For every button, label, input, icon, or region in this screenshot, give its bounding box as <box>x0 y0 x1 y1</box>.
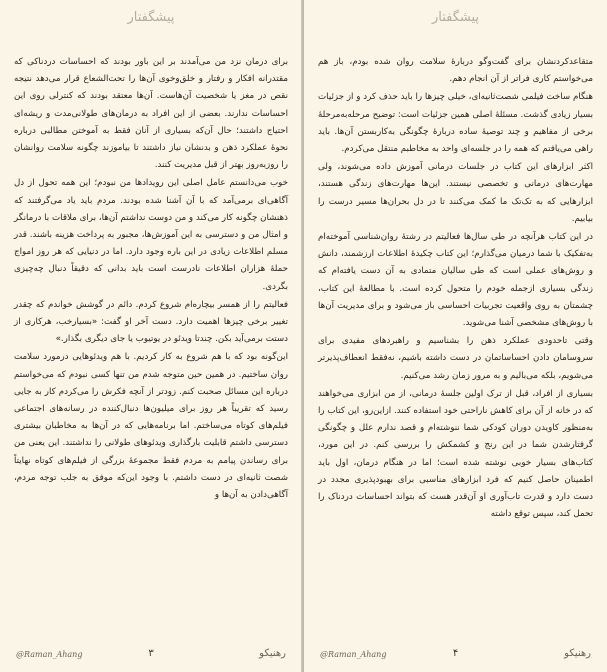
paragraph: فعالیتم را از همسر بیچاره‌ام شروع کردم. دائم در گوشش خواندم که چقدر تغییر برخی چیزها اهمیت دارد. دست آخر او گفت: «بسیارخب، هرکاری از دستت برمی‌آید بکن. چندتا ویدئو در یوتیوب یا جای دیگری بگذار.» <box>14 299 288 345</box>
page-number: ۴ <box>452 648 459 659</box>
paragraph: اکثر ابزارهای این کتاب در جلسات درمانی آموزش داده می‌شوند، ولی مهارت‌های درمانی و تخصصی نیستند. این‌ها مهارت‌های زندگی هستند، ابزارهایی که به تک‌تک ما کمک می‌کنند تا در دل بحران‌ها مسیر درست را بیابیم. <box>318 162 593 224</box>
channel-handle: @Raman_Ahang <box>16 650 83 659</box>
page-footer <box>16 648 286 666</box>
paragraph: خوب می‌دانستم عامل اصلی این رویدادها من نبودم؛ این همه تحول از دل آگاهی‌ای برمی‌آمد که با آن آشنا شده بودند. مردم باید یاد می‌گرفتند که ذهنشان چگونه کار می‌کند و من دوست نداشتم آن‌ها، برای ملاقات با درمانگر و امثال من و دسترسی به این آموزش‌ها، مجبور به پرداخت هزینه باشند. قدر مسلم اطلاعات زیادی در این باره وجود دارد. اما در دنیایی که هر روز امواج حملهٔ هزاران اطلاعات نادرست است باید بدانی که دقیقاً دنبال چه‌چیزی بگردی. <box>14 178 288 292</box>
channel-handle: @Raman_Ahang <box>320 650 387 659</box>
left-page <box>0 0 302 672</box>
body-text <box>14 54 288 505</box>
paragraph: متقاعدکردنشان برای گفت‌وگو دربارهٔ سلامت روان شده بودم، باز هم می‌خواستم کاری فراتر از آن انجام دهم. <box>318 57 593 85</box>
paragraph: بسیاری از افراد، قبل از ترک اولین جلسهٔ درمانی، از من ابزاری می‌خواهند که در خانه از آن برای کاهش ناراحتی خود استفاده کنند. ازاین‌رو، این کتاب را به‌منظور کاویدن دوران کودکی شما ننوشته‌ام و قصد ندارم علل و چگونگی گرفتارشدن شما در این رنج و کشمکش را بررسی کنم. در این مورد، کتاب‌های بسیار خوبی نوشته شده است؛ اما در هنگام درمان، اول باید اطمینان حاصل کنیم که فرد ابزارهای مناسبی برای بهبودپذیری مجدد در دست دارد و قدرت تاب‌آوری او آن‌قدر هست که بتواند احساسات دردناک را تحمل کند، سپس توقع داشته <box>318 388 593 520</box>
publisher-brand: رهنیکو <box>259 648 286 659</box>
body-text <box>318 54 593 524</box>
page-title: پیشگفتار <box>431 10 480 25</box>
page-number: ۳ <box>148 648 154 659</box>
publisher-brand: رهنیکو <box>564 648 591 659</box>
right-page <box>304 0 607 672</box>
paragraph: این‌گونه بود که با هم شروع به کار کردیم. با هم ویدئوهایی درمورد سلامت روان ساختیم. در همین حین متوجه شدم من تنها کسی نبودم که می‌خواستم درباره این مسائل صحبت کنم. زودتر از آنچه فکرش را می‌کردم کار به جایی رسید که تقریباً هر روز برای میلیون‌ها دنبال‌کننده در رسانه‌های اجتماعی فیلم‌های کوتاه می‌ساختم. اما برنامه‌هایی که در آن‌ها به مخاطبان بیشتری دسترسی داشتم قابلیت بارگذاری ویدئوهای طولانی را نداشتند. این یعنی من برای رساندن پیامم به مردم فقط مجموعهٔ بزرگی از فیلم‌های کوتاه نهایتاً شصت ثانیه‌ای در دست داشتم. با وجود این‌که موفق به جلب توجه مردم، آگاهی‌دادن به آن‌ها و <box>14 352 288 501</box>
paragraph: وقتی تاحدودی عملکرد ذهن را بشناسیم و راهبردهای مفیدی برای سروسامان دادن احساساتمان در دست داشته باشیم، نه‌فقط انعطاف‌پذیرتر می‌شویم، بلکه می‌بالیم و به مرور زمان رشد می‌کنیم. <box>318 336 593 381</box>
page-footer <box>320 648 591 666</box>
page-title: پیشگفتار <box>127 10 175 25</box>
paragraph: هنگام ساخت فیلمی شصت‌ثانیه‌ای، خیلی چیزها را باید حذف کرد و از جزئیات بسیار زیادی گذشت. مسئلهٔ اصلی همین جزئیات است: توضیح مرحله‌به‌مرحلهٔ برخی از مفاهیم و چند توصیهٔ ساده دربارهٔ چگونگی به‌کاربستن آن‌ها. باید راهی می‌یافتم که همه را در جلسه‌ای واحد به مخاطبم منتقل می‌کردم. <box>318 92 593 155</box>
paragraph: در این کتاب هرآنچه در طی سال‌ها فعالیتم در رشتهٔ روان‌شناسی آموخته‌ام به‌تفکیک با شما درمیان می‌گذارم؛ این کتاب چکیدهٔ اطلاعات ارزشمند، دانش و روش‌های عملی است که طی سالیان متمادی به آن دست یافته‌ام که زندگی بسیاری ازجمله خودم را متحول کرده است. با مطالعهٔ این کتاب، چشمتان به روی واقعیت تجربیات احساسی باز می‌شود و برای مدیریت آن‌ها با روش‌های مشخصی آشنا می‌شوید. <box>318 232 593 329</box>
paragraph: برای درمان نزد من می‌آمدند بر این باور بودند که احساسات دردناکی که مقتدرانه افکار و رفتار و خلق‌وخوی آن‌ها را تحت‌الشعاع قرار می‌دهد نتیجه نقص در مغز یا شخصیت آن‌هاست. آن‌ها معتقد بودند که کنترلی روی این احساسات ندارند. بعضی از این افراد به درمان‌های طولانی‌مدت و ریشه‌ای احتیاج داشتند؛ حال آن‌که بسیاری از آنان فقط به آموختن مطالبی درباره نحوهٔ عملکرد ذهن و بدنشان نیاز داشتند تا بیاموزند چگونه سلامت روانشان را روزبه‌روز بهتر از قبل مدیریت کنند. <box>14 57 288 171</box>
